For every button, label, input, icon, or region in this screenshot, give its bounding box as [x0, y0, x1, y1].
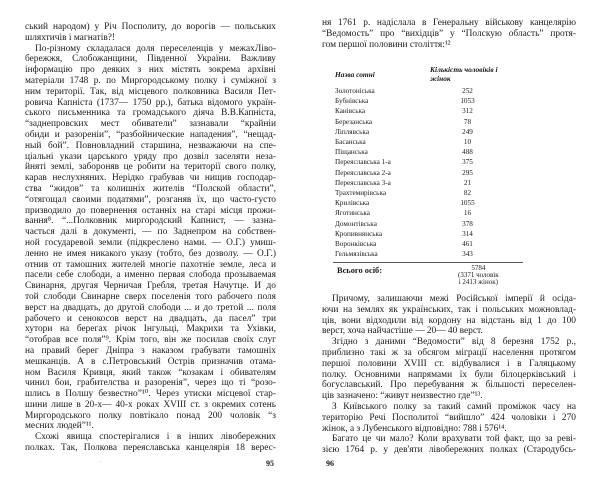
total-rule [333, 262, 523, 263]
total-value-block [458, 265, 499, 287]
text-line: Причому, залишаючи межі Російської імперії й осіда- [332, 294, 576, 304]
text-line: Згідно з даними “Ведомости” від 8 березня 1752 р., [332, 337, 576, 348]
sotnia-count: 314 [462, 229, 473, 238]
table-row [335, 157, 505, 167]
sotnia-count: 1053 [460, 97, 475, 106]
table-row [335, 147, 505, 157]
text-line: карав неслухняних. Нерідко грабував чи нищив господар- [25, 173, 276, 184]
sotni-table [335, 65, 505, 259]
text-line: “отобрав все поля”⁹. Крім того, він же посилав своїх слуг [25, 335, 276, 346]
text-line: богуславський. Про перебування ж більшості переселен- [322, 380, 576, 391]
text-line: територію Речі Посполитої “вийшло” 424 чоловіки і 270 [322, 412, 576, 423]
table-row [335, 249, 505, 259]
text-line: обиди и разореніи”, “разбойнические нападения”, “нещад- [25, 129, 276, 140]
table-row [335, 86, 505, 96]
text-line: хутори на берегах річок Інгульці, Макрихи та Ухівки, [25, 324, 276, 335]
text-line: приблизно такі ж за обсягом міграції населення протягом [322, 347, 576, 358]
sotnia-count: 249 [462, 127, 473, 136]
text-line: ціальні укази царського уряду про дозвіл заселяти неза- [25, 151, 276, 162]
table-row [335, 239, 505, 249]
sotnia-name: Переяславська 3-а [335, 178, 391, 187]
sotnia-name: Бубнівська [335, 97, 369, 106]
text-line: ський народом) у Річ Посполиту, до ворогів — польських [25, 22, 276, 32]
text-line: ним території. Так, від місцевого полковника Василя Пет- [25, 86, 276, 97]
text-line: ня 1761 р. надіслала в Генеральну військову канцелярію [322, 18, 576, 28]
sotnia-name: Кропивнянська [335, 229, 383, 238]
column-header-count: Кількість чоловіків і жінок [430, 65, 498, 83]
table-row [335, 178, 505, 188]
text-line: месних людей”¹¹. [25, 421, 94, 432]
text-line: ровича Капніста (1737— 1750 рр.), батька відомого україн- [25, 97, 276, 108]
table-row [335, 127, 505, 137]
text-line: отнив от тамошних жителей многіе пахотніе земле, леса и [25, 259, 276, 270]
text-line: верст, хоча найчастіше — 20— 40 верст. [322, 326, 483, 337]
text-line: полках. Так, Полкова переяславська канцелярія 18 верес- [25, 443, 276, 454]
sotnia-count: 461 [462, 239, 473, 248]
left-page-body [25, 22, 276, 454]
text-line: ців зазначено: “живут неизвестно где”¹³. [322, 391, 483, 402]
text-line: йняті землі, забороняв це робити на території свого полку, [25, 162, 276, 173]
text-line: інформацію про деяких з них містять зокрема архівні [25, 65, 276, 76]
table-row [335, 188, 505, 198]
sotnia-name: Золотоніська [335, 87, 375, 96]
table-row [335, 137, 505, 147]
text-line: Багато це чи мало? Коли врахувати той факт, що за реві- [332, 434, 576, 445]
table-row [335, 229, 505, 239]
sotnia-count: 252 [462, 87, 473, 96]
sotnia-name: Канівська [335, 107, 366, 116]
text-line: Свинарня, другая Черничая Гребля, третая Начутце. И до [25, 281, 276, 292]
text-line: Схожі явища спостерігалися і в інших лівобережних [35, 432, 276, 443]
text-line: вання⁸. “...Полковник миргородский Капнист, — зазна- [25, 216, 276, 227]
text-line: шини лише в 20-х— 40-х роках XVIII ст. з окремих сотень [25, 399, 276, 410]
sotnia-name: Березанська [335, 117, 373, 126]
sotnia-count: 343 [462, 250, 473, 259]
right-page-body [322, 294, 576, 456]
sotnia-count: 378 [462, 219, 473, 228]
column-header-sotnia: Назва сотні [335, 69, 375, 79]
text-line: зією 1764 р. у дев'яти лівобережних полках (Стародубсь- [322, 445, 576, 456]
sotnia-count: 82 [463, 188, 472, 197]
text-line: ный бой”. Повновладний старшина, незважаючи на спе- [25, 140, 276, 151]
text-line: ной государевой земли (підкреслено нами. — О.Г.) умиш- [25, 237, 276, 248]
text-line: шлись в Полшу безвестно”¹⁰. Через утиски місцевої стар- [25, 389, 276, 400]
sotnia-count: 295 [462, 168, 473, 177]
text-line: По-різному складалася доля переселенців у межахЛіво- [35, 43, 276, 54]
text-line: ства “жидов” та колишніх жителів “Полской области”, [25, 183, 276, 194]
table-row [335, 198, 505, 208]
sotnia-count: 16 [463, 209, 472, 218]
total-note-men: (3371 чоловік [458, 271, 499, 280]
sotnia-name: Воронківська [335, 239, 377, 248]
text-line: пасели себе слободи, а именно первая слобода прозываемая [25, 270, 276, 281]
text-line: ленно не имея никакого указу (тобто, без дозволу. — О.Г.) [25, 248, 276, 259]
sotnia-count: 312 [462, 107, 473, 116]
sotnia-name: Піщанська [335, 148, 368, 157]
sotnia-name: Переяславська 2-а [335, 168, 391, 177]
text-line: призводило до повернення останніх на старі місця прожи- [25, 205, 276, 216]
text-line: гом першої половини століття:¹² [322, 39, 451, 50]
sotnia-count: 78 [463, 117, 472, 126]
text-line: полку. Основними напрямами їх були білоцерківський і [322, 369, 576, 380]
total-note-women: і 2413 жінок) [458, 278, 498, 287]
sotnia-name: Домонтівська [335, 219, 377, 228]
text-line: З Київського полку за такий самий проміжок часу на [332, 401, 576, 412]
table-row [335, 208, 505, 218]
sotnia-name: Трахтемирівська [335, 188, 387, 197]
text-line: чинил бои, грабителства и разоренія”, через що ті “розо- [25, 378, 276, 389]
sotnia-name: Гельмязівська [335, 250, 378, 259]
sotnia-count: 10 [463, 138, 472, 147]
text-line: “Ведомость” про “вихідців” у “Полскую область” протя- [322, 28, 576, 39]
text-line: рабочего и сенокосов верст на двадцать, да пасел” три [25, 313, 276, 324]
text-line: матеріали 1748 р. по Миргородському полку і суміжної з [25, 75, 276, 86]
text-line: верст на двадцать, до другой слободи ... и до третой ... поля [25, 302, 276, 313]
sotnia-name: Крилівська [335, 199, 370, 208]
text-line: шляхтичів і магнатів?! [25, 32, 116, 43]
table-row [335, 218, 505, 228]
text-line: бережжя, Слобожанщини, Південної України. Важливу [25, 54, 276, 65]
page-number-left: 95 [266, 459, 274, 468]
text-line: першої половини XVIII ст. відбувалися і в Галяцькому [322, 358, 576, 369]
print-mark: ' [100, 462, 101, 467]
sotnia-name: Переяславська 1-а [335, 158, 391, 167]
table-header-row [335, 65, 505, 86]
text-line: Миргородського полку повтікало понад 200 чоловік “з [25, 410, 276, 421]
text-line: на правий берег Дніпра з наказом грабувати тамошніх [25, 345, 276, 356]
text-line: ючи на землях як українських, так і польських можновлад- [322, 304, 576, 315]
table-row [335, 168, 505, 178]
page-number-right: 96 [326, 459, 334, 468]
table-row [335, 96, 505, 106]
table-row [335, 106, 505, 116]
table-row [335, 117, 505, 127]
sotnia-count: 1055 [460, 199, 475, 208]
sotnia-count: 488 [462, 148, 473, 157]
total-value: 5784 [471, 264, 486, 272]
sotnia-name: Яготинська [335, 209, 370, 218]
sotnia-name: Ліплявська [335, 127, 370, 136]
text-line: чається далі в документі, — по Заднепром на собствен- [25, 227, 276, 238]
text-line: той слободи Свинарне сверх поселенія того рабочего поля [25, 291, 276, 302]
text-line: мешканців. А в с.Петровський Острів призначив отама- [25, 356, 276, 367]
text-line: ном Василя Кривця, який також “козакам і обивателям [25, 367, 276, 378]
total-label: Всього осіб: [337, 266, 383, 275]
sotnia-count: 375 [462, 158, 473, 167]
table-body [335, 86, 505, 259]
text-line: ців, вони відходили від кордону на відстань від 1 до 100 [322, 315, 576, 326]
right-page-intro [322, 18, 576, 50]
sotnia-name: Басанська [335, 138, 366, 147]
text-line: жінок, а з Лубенського відповідно: 788 і 576¹⁴. [322, 423, 507, 434]
text-line: ського письменника та громадського діяча В.В.Капніста, [25, 108, 276, 119]
text-line: “отягощал своими податями”, розганяв їх, що часто-густо [25, 194, 276, 205]
sotnia-count: 21 [463, 178, 472, 187]
text-line: “заднепровских мест обиватели” зазнавали “крайніи [25, 119, 276, 130]
